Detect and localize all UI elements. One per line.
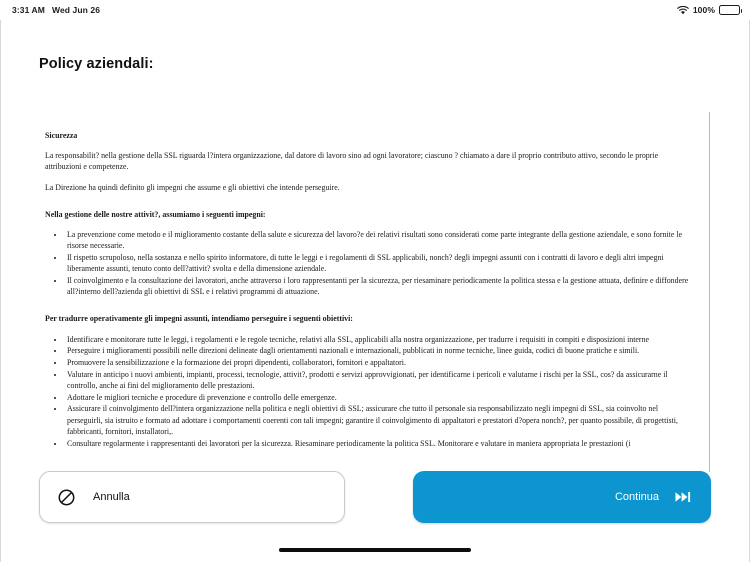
list-item: • Assicurare il coinvolgimento dell?intera organizzazione nella politica e negli obiettivi di SSL; assicurare che tutto il personale sia responsabilizzato negli impegni di SSL, sia coinvolto nel perseguirli, sia istruito e formato ad adottare i comportamenti coerenti con tali impegni; garantire il coinvolgimento di appaltatori e prestatori d?opera nonch?, per quanto possibile, di progettisti, fabbricanti, fornitori, installatori,. xyxy=(65,403,695,437)
list-item: • Identificare e monitorare tutte le leggi, i regolamenti e le regole tecniche, relativi alla SSL, applicabili alla nostra organizzazione, per tradurre i requisiti in compiti e disposizioni interne xyxy=(65,334,695,345)
list-item: • Consultare regolarmente i rappresentanti dei lavoratori per la sicurezza. Riesaminare periodicamente la politica SSL. Monitorare e valutare in maniera appropriata le prestazioni (i xyxy=(65,438,695,449)
prohibition-icon xyxy=(58,489,75,506)
status-time: 3:31 AM xyxy=(12,5,45,15)
cancel-button[interactable] xyxy=(39,471,345,523)
list-item: • Adottare le migliori tecniche e procedure di prevenzione e controllo delle emergenze. xyxy=(65,392,695,403)
doc-objectives-heading: Per tradurre operativamente gli impegni assunti, intendiamo perseguire i seguenti obiettivi: xyxy=(45,314,353,324)
home-indicator-area xyxy=(1,548,749,552)
page-body xyxy=(0,20,750,562)
home-indicator[interactable] xyxy=(279,548,471,552)
status-bar-right xyxy=(677,5,740,15)
doc-section-heading: Sicurezza xyxy=(45,131,78,140)
continue-button[interactable] xyxy=(413,471,711,523)
doc-commitments-list xyxy=(45,229,695,297)
doc-paragraph: La responsabilit? nella gestione della SSL riguarda l?intera organizzazione, dal datore di lavoro sino ad ogni lavoratore; ciascuno ? chiamato a dare il proprio contributo attivo, secondo le proprie attribuzioni e competenze. xyxy=(45,151,659,172)
doc-commitments-heading: Nella gestione delle nostre attivit?, assumiamo i seguenti impegni: xyxy=(45,209,266,219)
list-item: • Il rispetto scrupoloso, nella sostanza e nello spirito informatore, di tutte le leggi e i regolamenti di SSL applicabili, nonch? degli impegni assunti con i contratti di lavoro e degli altri impegni liberamente assunti, tenuto conto dell?attivit? svolta e della dimensione aziendale. xyxy=(65,252,695,274)
list-item: • Valutare in anticipo i nuovi ambienti, impianti, processi, tecnologie, attivit?, prodotti e servizi approvvigionati, per identificarne i pericoli e valutarne i rischi per la SSL, cos? da assicurarne il controllo, anche ai fini del miglioramento delle prestazioni. xyxy=(65,369,695,391)
doc-objectives-list xyxy=(45,334,695,449)
list-item: • Promuovere la sensibilizzazione e la formazione dei propri dipendenti, collaboratori, fornitori e appaltatori. xyxy=(65,357,695,368)
doc-paragraph: La Direzione ha quindi definito gli impegni che assume e gli obiettivi che intende perseguire. xyxy=(45,182,340,192)
list-item: • Perseguire i miglioramenti possibili nelle direzioni delineate dagli orientamenti nazionali e internazionali, pubblicati in norme tecniche, linee guida, codici di buone pratiche e simili. xyxy=(65,345,695,356)
cancel-button-label: Annulla xyxy=(93,491,130,503)
battery-icon xyxy=(719,5,740,15)
status-date: Wed Jun 26 xyxy=(51,5,101,15)
continue-button-label: Continua xyxy=(614,491,659,503)
list-item: • Il coinvolgimento e la consultazione dei lavoratori, anche attraverso i loro rappresentanti per la sicurezza, per riesaminare periodicamente la politica stessa e la gestione attuata, definire e diffondere all?interno dell?azienda gli obiettivi di SSL e i relativi programmi di attuazione. xyxy=(65,275,695,297)
skip-forward-icon xyxy=(675,491,691,503)
page-title: Policy aziendali: xyxy=(39,56,154,72)
policy-document xyxy=(23,112,709,449)
status-bar-left xyxy=(12,5,100,15)
policy-document-scroll-area[interactable] xyxy=(23,112,710,472)
battery-percent-label: 100% xyxy=(692,5,715,15)
footer-actions xyxy=(1,468,749,526)
wifi-icon xyxy=(677,6,689,15)
list-item: • La prevenzione come metodo e il miglioramento costante della salute e sicurezza del lavoro?e dei relativi risultati sono considerati come parte integrante della gestione aziendale, e sono fornite le risorse necessarie. xyxy=(65,229,695,251)
status-bar xyxy=(0,0,750,20)
